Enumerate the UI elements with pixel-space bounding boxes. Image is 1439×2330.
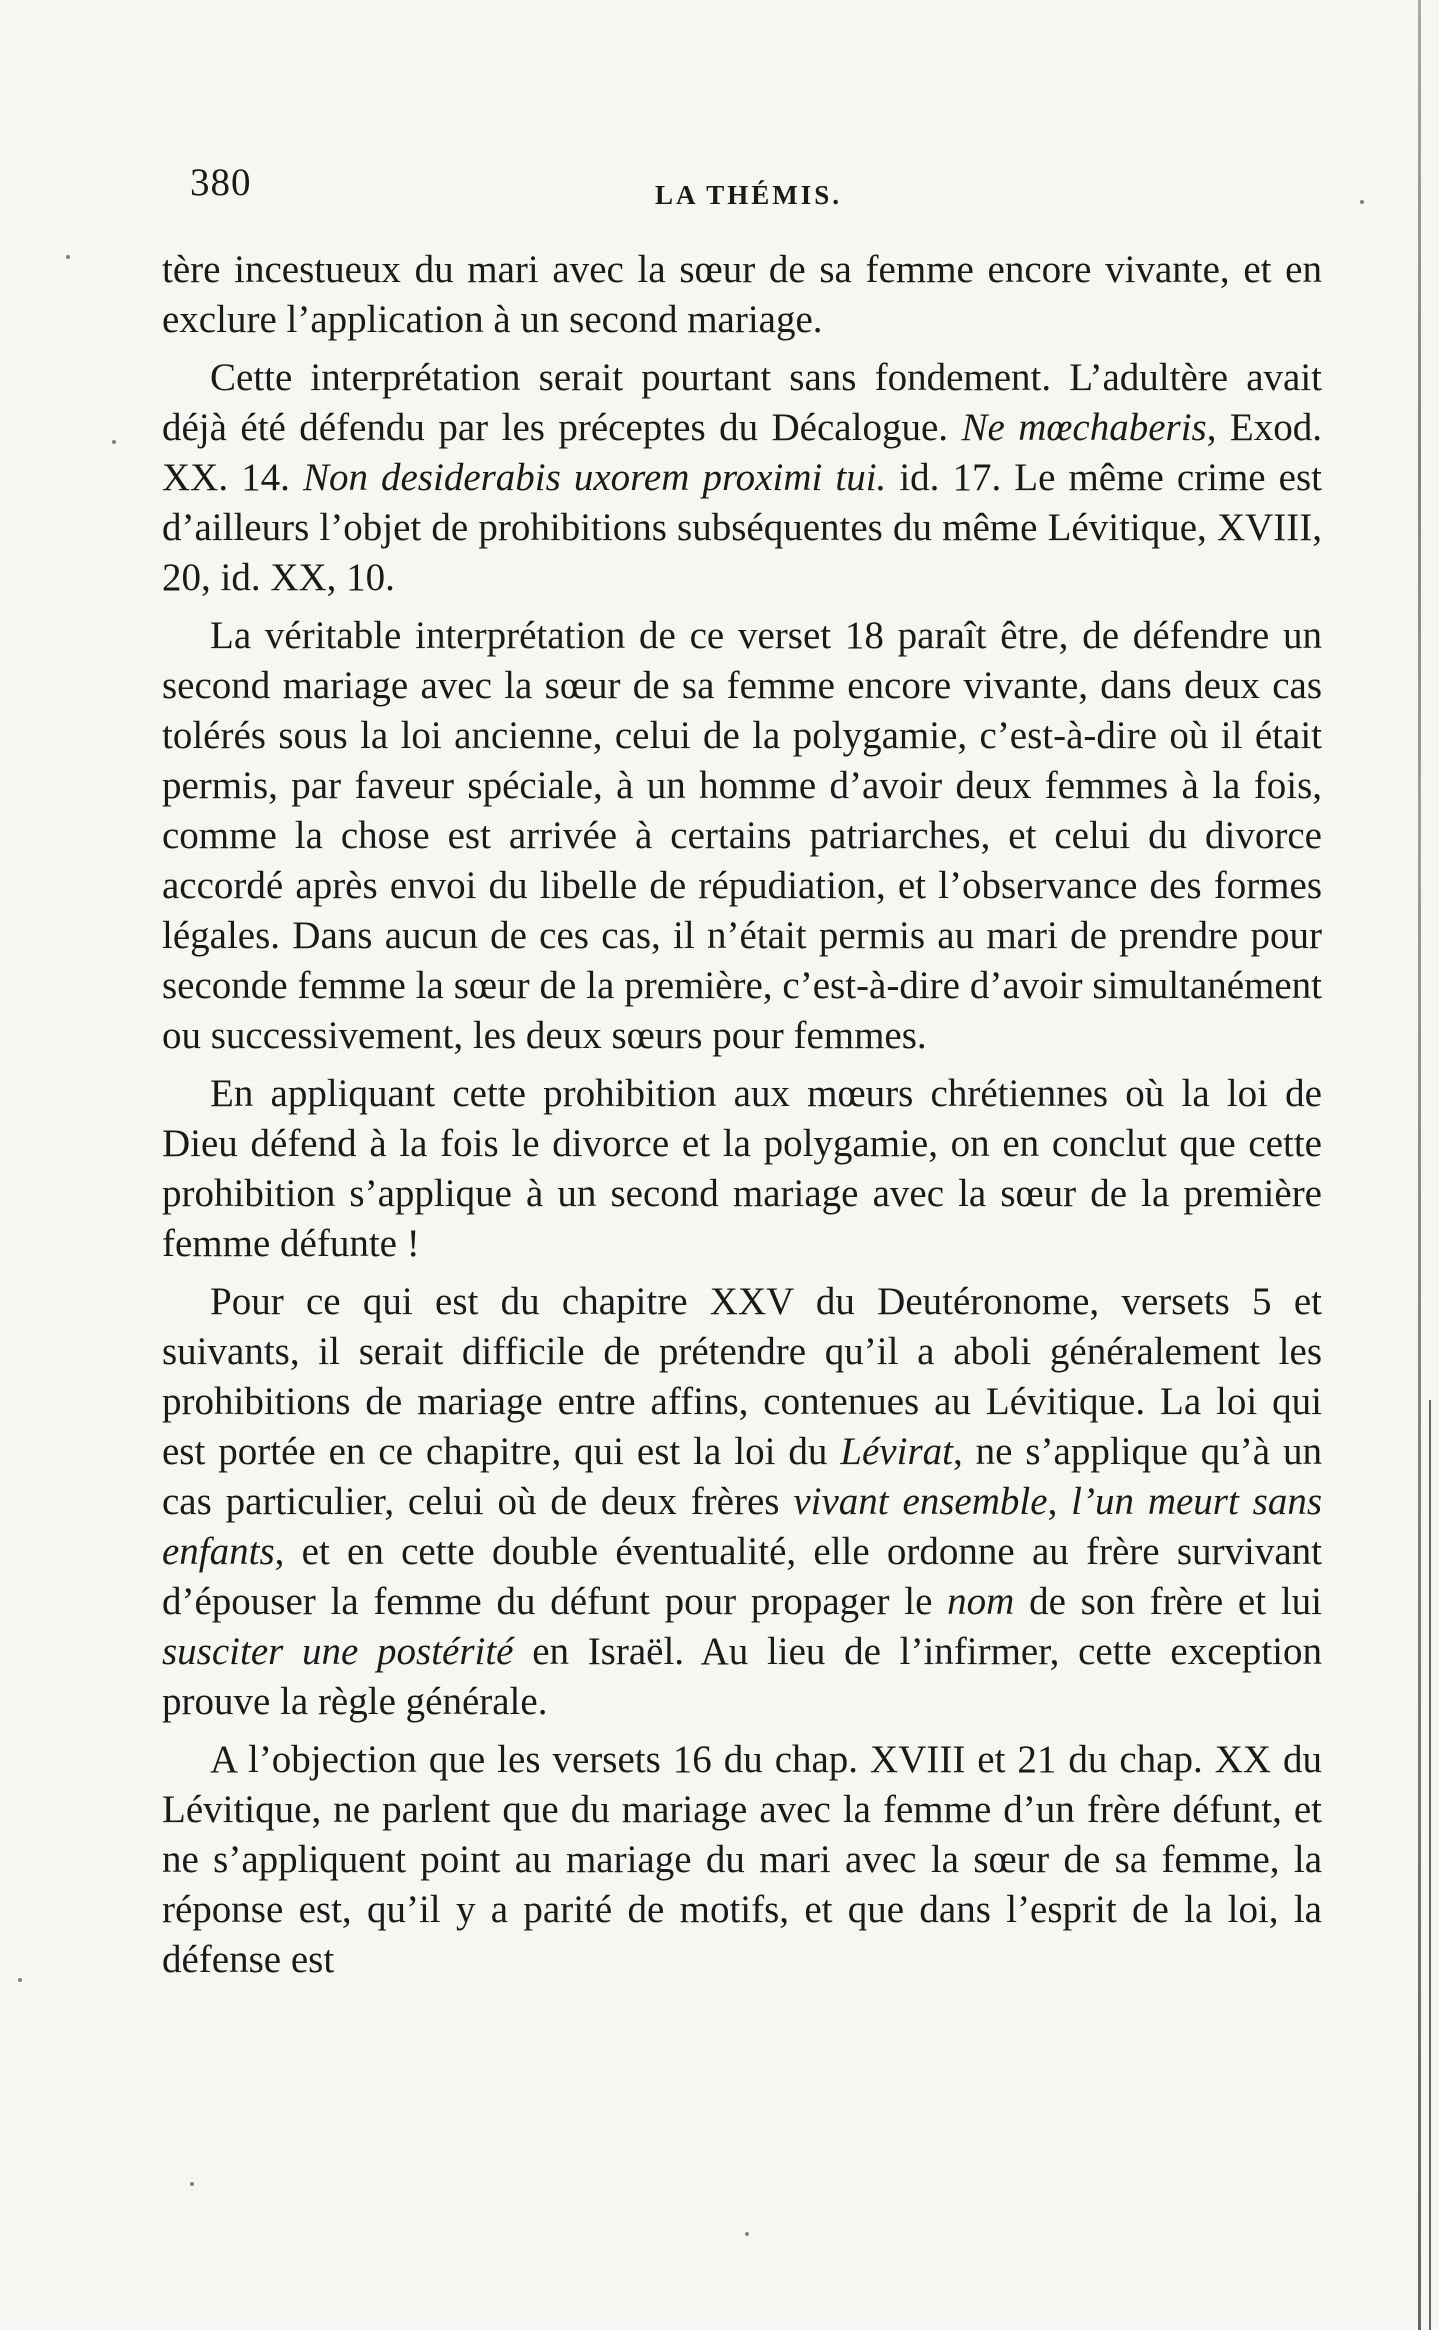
paragraph [162,245,1322,345]
text-run: id. 17. Le même crime est d’ailleurs l’objet de prohibitions subséquentes du même Lévitique, XVIII, 20, id. XX, 10. [162,456,1322,599]
page-header [190,160,1330,220]
speck [745,2232,749,2236]
page-edge-shadow [1418,0,1421,2330]
italic-text: Lévirat [840,1430,953,1473]
speck [1360,200,1364,204]
text-run: de son frère et lui [1014,1580,1322,1623]
paragraph [162,353,1322,603]
italic-text: nom [947,1580,1015,1623]
italic-text: Non desiderabis uxorem proximi tui. [302,456,887,499]
text-run: tère incestueux du mari avec la sœur de sa femme encore vivante, et en exclure l’application à un second mariage. [162,248,1322,341]
page-number: 380 [190,161,252,204]
text-run: En appliquant cette prohibition aux mœurs chrétiennes où la loi de Dieu défend à la fois le divorce et la polygamie, on en conclut que cette prohibition s’applique à un second mariage avec la sœur de la première femme défunte ! [162,1072,1322,1265]
text-run: , Exod. XX. 14. [162,406,1323,499]
italic-text: Ne mœchaberis [961,406,1207,449]
paragraph [162,611,1322,1061]
paragraph [162,1069,1322,1269]
text-run: en Israël. Au lieu de l’infirmer, cette exception prouve la règle générale. [162,1630,1322,1723]
body-text [162,245,1322,1985]
text-run: , [1047,1480,1072,1523]
paragraph [162,1735,1322,1985]
paragraph [162,1277,1322,1727]
italic-text: l’un meurt sans enfants [162,1480,1323,1573]
speck [18,1978,22,1982]
running-head: LA THÉMIS. [655,180,843,210]
speck [112,440,116,444]
italic-text: susciter une postérité [162,1630,514,1673]
page-edge-line [1429,1400,1431,2330]
speck [190,2182,194,2186]
text-run: Cette interprétation serait pourtant sans fondement. L’adultère avait déjà été défendu par les préceptes du Décalogue. [162,356,1322,449]
text-run: Pour ce qui est du chapitre XXV du Deutéronome, versets 5 et suivants, il serait difficile de prétendre qu’il a aboli généralement les prohibitions de mariage entre affins, contenues au Lévitique. La loi qui est portée en ce chapitre, qui est la loi du [162,1280,1322,1473]
text-run: A l’objection que les versets 16 du chap. XVIII et 21 du chap. XX du Lévitique, ne parlent que du mariage avec la femme d’un frère défunt, et ne s’appliquent point au mariage du mari avec la sœur de sa femme, la réponse est, qu’il y a parité de motifs, et que dans l’esprit de la loi, la défense est [162,1738,1322,1981]
text-run: , et en cette double éventualité, elle ordonne au frère survivant d’épouser la femme du défunt pour propager le [162,1530,1322,1623]
text-run: , ne s’applique qu’à un cas particulier, celui où de deux frères [162,1430,1322,1523]
text-run: La véritable interprétation de ce verset 18 paraît être, de défendre un second mariage avec la sœur de sa femme encore vivante, dans deux cas tolérés sous la loi ancienne, celui de la polygamie, c’est-à-dire où il était permis, par faveur spéciale, à un homme d’avoir deux femmes à la fois, comme la chose est arrivée à certains patriarches, et celui du divorce accordé après envoi du libelle de répudiation, et l’observance des formes légales. Dans aucun de ces cas, il n’était permis au mari de prendre pour seconde femme la sœur de la première, c’est-à-dire d’avoir simultanément ou successivement, les deux sœurs pour femmes. [162,614,1322,1057]
speck [66,255,70,259]
italic-text: vivant ensemble [793,1480,1048,1523]
